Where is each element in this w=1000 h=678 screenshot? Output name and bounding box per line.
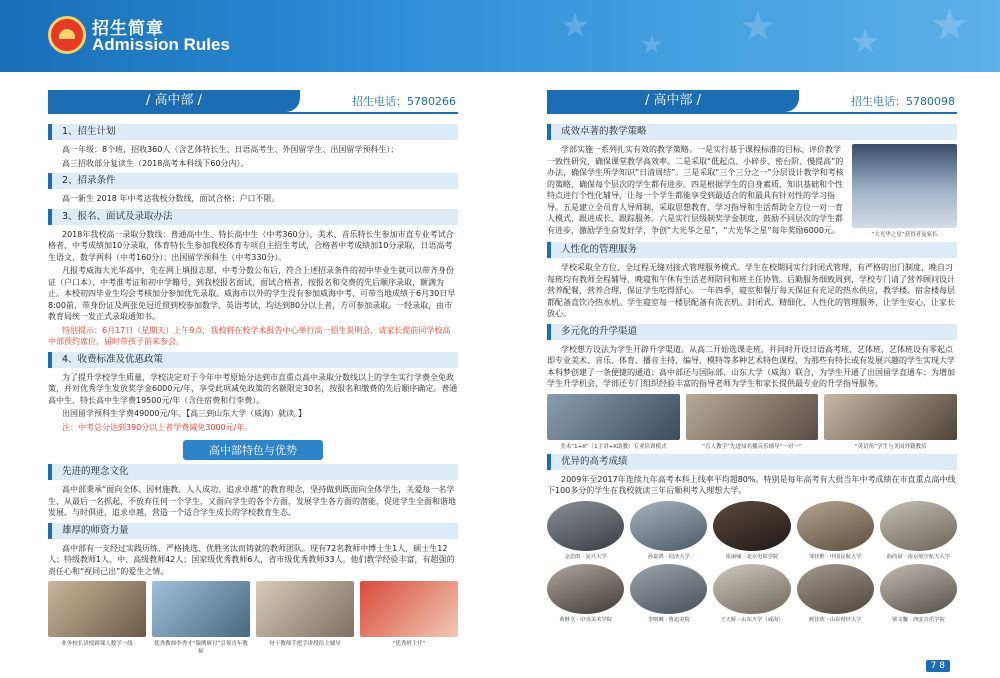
graduate-card [547, 501, 624, 560]
graduate-photo [797, 501, 874, 551]
photo [256, 581, 354, 637]
graduate-photo [797, 564, 874, 614]
graduate-caption: 王天娇 · 山东大学（威海） [720, 616, 784, 623]
fee-note: 注：中考总分达到390分以上者学费减免3000元/年。 [62, 422, 253, 432]
paragraph: 2009年至2017年连续九年高考本科上线率平均超80%。特别是每年高考有大批当年中考成绩在市直重点高中线下100多分的学生在我校就读三年后顺利考入理想大学。 [547, 474, 956, 495]
paragraph: 高一年级：8个班，招收360人（含艺体特长生、日语高考生、外国留学生、出国留学预科生）； [62, 145, 399, 154]
paragraph: 高三招收部分复读生（2018高考本科线下60分内）。 [62, 158, 249, 168]
graduate-photo [630, 501, 707, 551]
paragraph: 出国留学预科生学费49000元/年。【高三到山东大学（威海）就读。】 [62, 409, 307, 418]
graduate-card [880, 564, 957, 623]
photo-captions [48, 639, 458, 655]
graduate-photo [713, 501, 790, 551]
star-icon: ★ [560, 6, 591, 46]
star-icon: ★ [850, 22, 881, 62]
photo [48, 581, 146, 637]
photo-captions [547, 442, 957, 450]
graduate-card [713, 501, 790, 560]
graduate-photo [880, 501, 957, 551]
paragraph: 为了提升学校学生质量，学校决定对于今年中考原始分达到市直重点高中录取分数线以上的学生实行学费全免政策，并对优秀学生发放奖学金6000元/年，享受此项减免政策的名额限定30名，按报名和缴费的先后顺序确定。普通高中生、特长高中生学费19500元/年（含住宿费和行李费）。 [48, 372, 458, 405]
photo-strip [48, 581, 458, 637]
dept-header [48, 90, 458, 114]
photo [360, 581, 458, 637]
section-heading: 2、招录条件 [48, 173, 458, 189]
graduate-card [797, 501, 874, 560]
admission-phone: 招生电话：5780098 [851, 95, 955, 108]
photo-caption: “优秀班主任” [392, 641, 426, 647]
graduate-caption: 李则琳 · 鲁迅美院 [647, 616, 690, 623]
paragraph: 高一新生 2018 年中考达我校分数线，面试合格；户口不限。 [62, 194, 280, 203]
graduate-caption: 崔丽缘 · 北京电影学院 [725, 553, 779, 560]
section-heading: 多元化的升学渠道 [547, 324, 957, 340]
dept-title: / 高中部 / [547, 90, 799, 112]
graduate-photo [713, 564, 790, 614]
graduate-caption: 曲尚晨 · 南京航空航天大学 [886, 553, 951, 560]
graduate-photo [547, 564, 624, 614]
paragraph: 高中部有一支经过实践历练、严格挑选、优胜劣汰而铸就的教师团队。现有72名教师中博士生1人，硕士生12人；特级教师1人、中、高级教师42人；国家级优秀教师6人，省市级优秀教师33人。他们教学经验丰富，有超强的责任心和“视同己出”的爱生之情。 [48, 543, 455, 576]
photo-caption: 优秀教师李秀才“课例研讨”引领青年教师 [154, 641, 248, 655]
photo-caption: “育人教学”先进知名播音乐辅导“一对一” [702, 443, 802, 450]
special-tip: 特别提示：6月17日（星期天）上午9点，我校将在校学术报告中心举行高一招生说明会，请家长提前同学校高中部预约席位，届时带孩子前来参会。 [48, 325, 451, 346]
graduate-caption: 孙嘉鸿 · 同济大学 [647, 553, 690, 560]
star-icon: ★ [740, 4, 776, 50]
feature-heading [48, 439, 458, 460]
section-heading: 3、报名、面试及录取办法 [48, 209, 458, 225]
photo-caption: “大光华之星”获得者及家长 [871, 232, 938, 238]
photo [152, 581, 250, 637]
star-icon: ★ [930, 0, 970, 51]
graduate-card [547, 564, 624, 623]
graduate-photo [630, 564, 707, 614]
admission-phone: 招生电话：5780266 [352, 95, 456, 108]
graduate-photo [880, 564, 957, 614]
photo [547, 394, 680, 440]
section-heading: 雄厚的师资力量 [48, 523, 458, 539]
dept-header [547, 90, 957, 114]
paragraph: 2018年我校高一录取分数线：普通高中生、特长高中生（中考360分），美术、音乐特长生参加市直专业考试合格者，中考成绩加10分录取，体育特长生参加我校体育专项自主招生考试，合格者中考成绩加10分录取，日语高考生语文、数学两科（中考160分）；出国留学预科生（中考330分）。 [48, 229, 454, 262]
star-icon: ★ [640, 30, 664, 60]
graduate-caption: 邹佳维 · 中国民航大学 [808, 553, 862, 560]
graduate-caption: 金思雨 · 复旦大学 [564, 553, 607, 560]
section-heading: 人性化的管理服务 [547, 242, 957, 258]
feature-heading-label: 高中部特色与优势 [183, 440, 323, 460]
photo-strip [547, 394, 957, 440]
ceremony-photo [852, 144, 957, 228]
graduate-grid [547, 501, 957, 623]
graduate-caption: 黄继文 · 中央美术学院 [559, 616, 612, 623]
graduate-card [713, 564, 790, 623]
header-title-en: Admission Rules [92, 35, 230, 54]
section-heading: 先进的理念文化 [48, 464, 458, 480]
header-title-cn: 招生简章 [92, 19, 164, 39]
graduate-card [630, 564, 707, 623]
section-heading: 1、招生计划 [48, 124, 458, 140]
strategy-block [547, 144, 957, 238]
graduate-caption: 颜佳欣 · 山东财经大学 [808, 616, 862, 623]
right-column [547, 90, 957, 623]
graduate-photo [547, 501, 624, 551]
section-heading: 成效卓著的教学策略 [547, 124, 957, 140]
page-number: 7 8 [926, 660, 950, 672]
photo-caption: 骨干教师手把手讲授给主辅导 [269, 641, 341, 647]
paragraph: 高中部秉承“面向全体、因材施教、人人成功、追求卓越”的教育理念，坚持做到既面向全体学生，关爱每一名学生，从最后一名抓起，不放弃任何一个学生，又面向学生的各个方面，发展学生各方面的潜能，促进学生全面和谐地发展。与时俱进，追求卓越，营造一个适合学生成长的学校教育生态。 [48, 485, 456, 517]
photo [686, 394, 819, 440]
section-heading: 4、收费标准及优惠政策 [48, 352, 458, 368]
graduate-card [797, 564, 874, 623]
photo-caption: “英语角”学生与美国外籍教培 [854, 443, 927, 450]
paragraph: 凡报考威海大光华高中，先在网上填报志愿，中考分数公布后，符合上述招录条件的初中毕业生就可以带齐身份证（户口本）、中考准考证和初中学籍号，到我校报名面试，面试合格者，按报名和交费的先后顺序录取，额满为止。本校初四毕业生均会考核加分参加优先录取。威海市以外的学生没有参加威海中考，可带当地成绩于6月30日早8:00前，带身份证及两张免冠近照到校参加数学、英语考试，均达到80分以上者，方可参加录取。一经录取，由市教育局统一发正式录取通知书。 [48, 266, 456, 321]
graduate-caption: 梁文馨 · 西安音乐学院 [892, 616, 945, 623]
section-heading: 优异的高考成绩 [547, 454, 957, 470]
photo [824, 394, 957, 440]
paragraph: 学校采取全方位、全过程无缝对接式管理服务模式。学生在校期间实行封闭式管理，有严格的出门制度，晚自习每班均有教师全程辅导，晚寝和午休有生活老师陪同和班主任协管。后勤服务细致周到，学校专门请了营养顾问设计营养配餐，营养合理，保证学生吃得舒心。一年四季，寝室和餐厅每天保证有充足的热水供应，教学楼、宿舍楼每层都配备直饮冷热水机。学生寝室每一楼层配备有洗衣机。封闭式、精细化、人性化的管理服务，让学生安心，让家长放心。 [547, 263, 955, 318]
dept-title: / 高中部 / [48, 90, 300, 112]
graduate-card [880, 501, 957, 560]
school-logo-icon [48, 16, 86, 54]
photo-caption: 美术“1+X”（1主讲+X助教）专业培训模式 [560, 443, 667, 450]
ceremony-photo-block [852, 144, 957, 238]
photo-caption: 业务校长讲授新课人数学一线 [61, 641, 133, 647]
header-banner [0, 0, 1000, 72]
graduate-card [630, 501, 707, 560]
paragraph: 学部实施一系列扎实有效的教学策略。一是实行基于课程标准的目标、评价教学一致性研究，确保课堂教学高效率。二是采取“低起点、小碎步、密台阶、慢提高”的办法，确保学生所学知识“日清周结”。三是采取“三个三分之一”分层设计教学和考核的策略，确保每个层次的学生都有进步。四是根据学生的自身素质、知识基础和个性特点进行个性化辅导，让每一个学生都能享受到最适合的和最具有针对性的学习指导。五是建立全员育人导师制，采取思想教育、学习指导和生活帮助全方位一对一育人模式，跟进成长、跟踪服务。六是实行层级制奖学金制度，鼓励不同层次的学生都有进步，激励学生奋发好学，争创“大光华之星”，“大光华之星”每年奖励6000元。 [547, 145, 844, 235]
paragraph: 学校想方设法为学生开辟升学渠道。从高二开始选课走班，并同时开设日语高考班、艺体班，艺体班设有零起点即专业美术、音乐、体育、播音主持、编导、模特等多种艺术特色课程，为那些有特长或有发展兴趣的学生实现大学本科梦创建了一条便捷的通道；高中部还与国际部、山东大学（威海）联合，为学生开通了出国留学直通车；为增加学生升学机会，学部还专门组织经验丰富的指导老师为学生和家长提供最专业的升学指导服务。 [547, 344, 955, 388]
left-column [48, 90, 458, 655]
